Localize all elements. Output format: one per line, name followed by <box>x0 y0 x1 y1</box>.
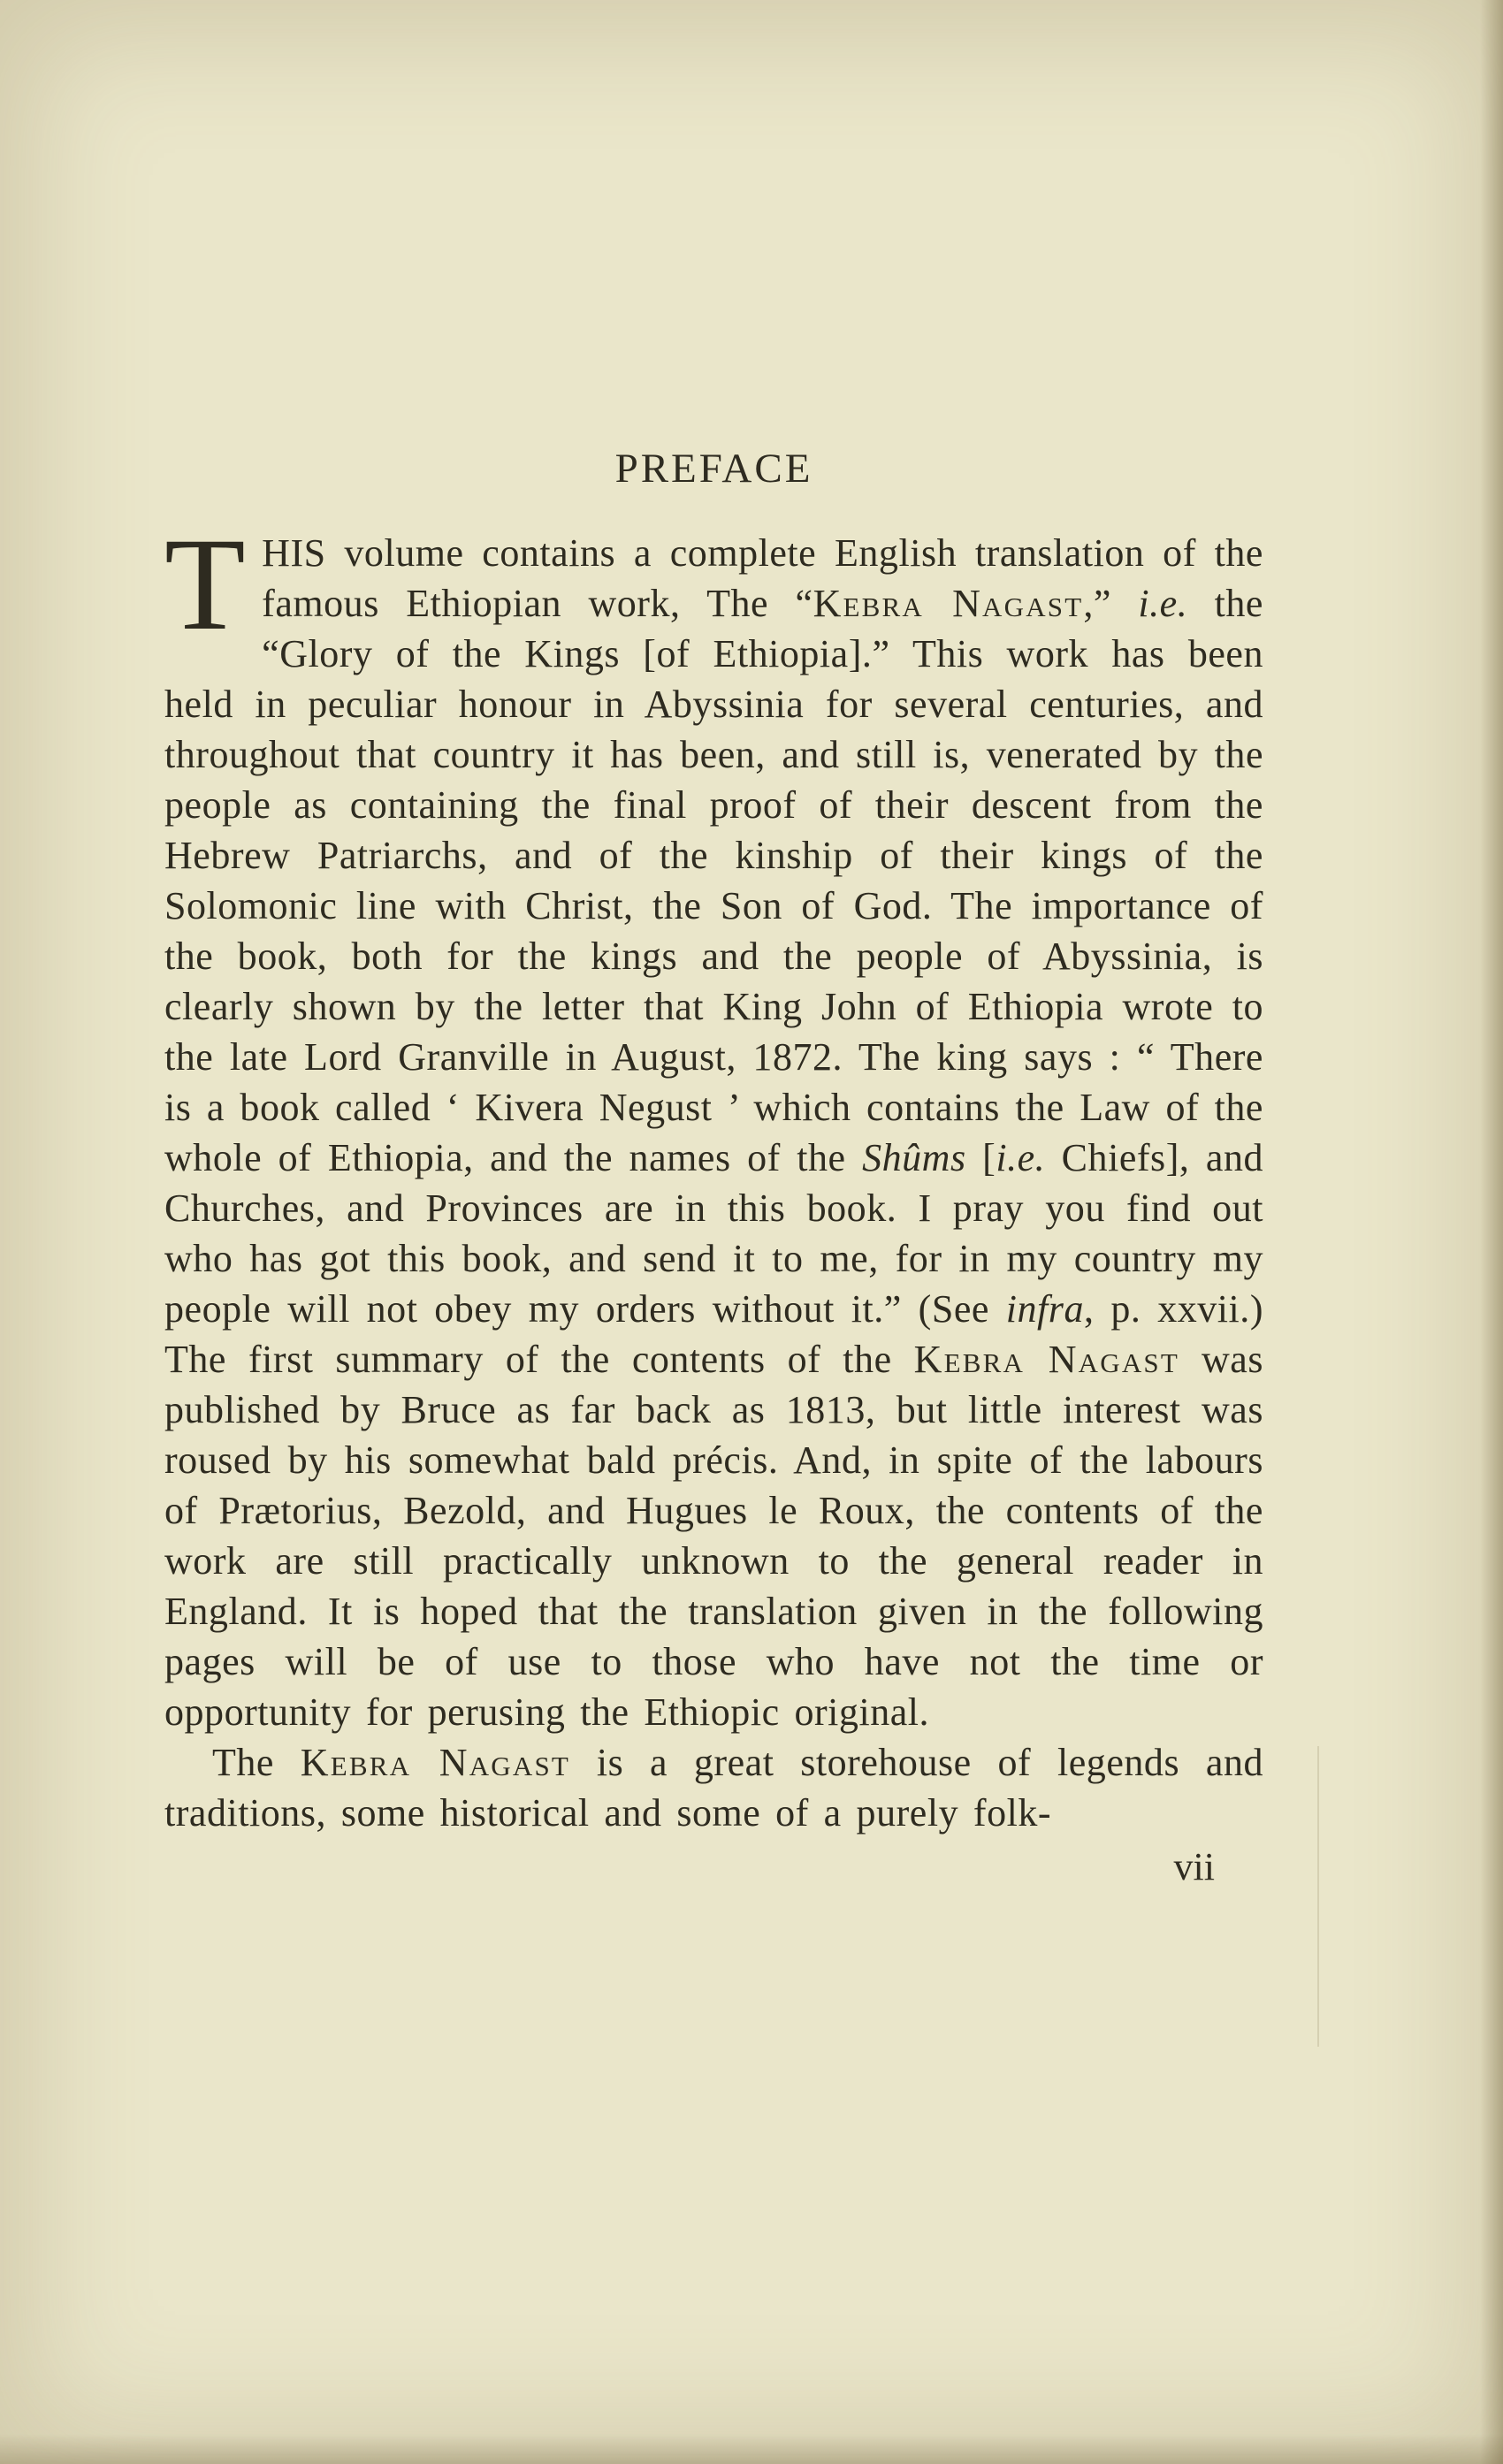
page-number: vii <box>1173 1844 1215 1888</box>
scan-crease <box>1317 1746 1319 2047</box>
text-segment-smallcaps: Kebra Nagast <box>913 1337 1180 1381</box>
text-segment-normal: was published by Bruce as far back as 1813, but little interest was roused by his somewhat bald précis. And, in spite of the labours of Prætorius, Bezold, and Hugues le Roux, the contents of the work are still practically unknown to the general reader in England. It is hoped that the translation given in the following pages will be of use to those who have not the time or opportunity for perusing the Ethiopic original. <box>164 1337 1263 1734</box>
paragraph <box>164 1737 1263 1838</box>
text-segment-normal: the “Glory of the Kings [of Ethiopia].” This work has been held in peculiar honour in Abyssinia for several centuries, and throughout that country it has been, and still is, venerated by the people as containing the final proof of their descent from the Hebrew Patriarchs, and of the kinship of their kings of the Solomonic line with Christ, the Son of God. The importance of the book, both for the kings and the people of Abyssinia, is clearly shown by the letter that King John of Ethiopia wrote to the late Lord Granville in August, 1872. The king says : “ There is a book called ‘ Kivera Negust ’ which contains the Law of the whole of Ethiopia, and the names of the <box>164 581 1263 1179</box>
drop-cap-letter: T <box>164 510 247 658</box>
text-segment-italic: Shûms <box>862 1135 966 1179</box>
text-segment-italic: infra <box>1005 1286 1084 1331</box>
text-segment-normal: ,” <box>1083 581 1139 625</box>
page-title: PREFACE <box>614 446 813 492</box>
text-segment-normal: The <box>212 1740 301 1784</box>
text-segment-normal: [ <box>965 1135 996 1179</box>
text-segment-normal: Chiefs], and Churches, and Provinces are in this book. I pray you find out who has got this book, and send it to me, for in my country my people will not obey my orders without it.” (See <box>164 1135 1264 1331</box>
scan-edge-right-shadow <box>1480 0 1503 2464</box>
scan-edge-bottom-shadow <box>0 2434 1503 2464</box>
text-segment-smallcaps: Kebra Nagast <box>300 1740 571 1784</box>
text-segment-italic: i.e. <box>1138 581 1188 625</box>
text-segment-normal: HIS volume contains a complete English translation of the famous Ethiopian work, The “ <box>262 530 1263 625</box>
text-segment-italic: i.e. <box>996 1135 1046 1179</box>
page-content <box>164 446 1263 1892</box>
text-segment-normal: is a great storehouse of legends and traditions, some historical and some of a purely folk- <box>164 1740 1263 1835</box>
paragraph <box>164 510 1264 1737</box>
page-body <box>164 510 1264 1838</box>
text-segment-smallcaps: Kebra Nagast <box>813 581 1084 625</box>
text-segment-normal: , p. xxvii.) The first summary of the contents of the <box>164 1286 1264 1381</box>
